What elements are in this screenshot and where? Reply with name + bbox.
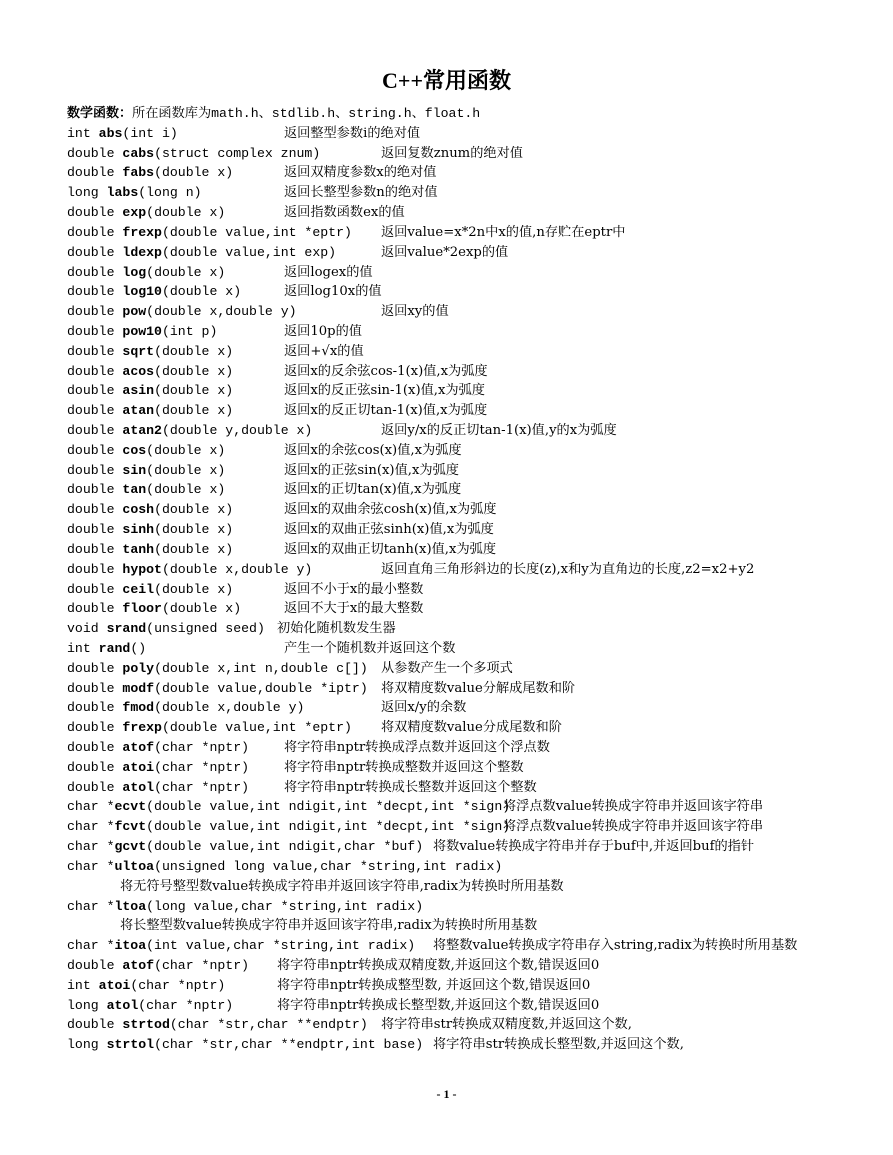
function-name: frexp [122,224,162,240]
function-signature [67,381,233,401]
function-entry [67,322,867,342]
function-name: atan [122,403,155,419]
function-description: 返回x/y的余数 [381,700,467,716]
function-args: (double x) [154,383,234,399]
function-entry [67,758,867,778]
function-signature [67,698,304,718]
function-name: labs [106,185,139,201]
return-type: char * [67,898,115,914]
function-name: gcvt [114,839,147,855]
function-args: (double x) [154,363,234,379]
function-args: (char *nptr) [154,740,250,755]
function-name: poly [122,660,155,676]
return-type: double [67,145,123,161]
function-entry [67,263,867,283]
function-args: (double x) [154,541,234,557]
function-entry [67,619,867,639]
function-args: (unsigned long value,char *string,int radix) [154,858,503,874]
function-name: itoa [114,938,147,954]
return-type: double [67,423,123,438]
function-name: hypot [122,561,162,577]
function-args: (double x) [154,403,234,419]
function-args: (double value,int ndigit,int *decpt,int *sign) [146,799,511,815]
function-args: (double x,double y) [146,304,297,320]
function-name: cosh [122,502,155,518]
function-description: 将字符串nptr转换成整型数, 并返回这个数,错误返回0 [277,977,591,993]
function-args: (double x) [154,522,234,538]
function-entry [67,956,867,976]
return-type: long [67,997,107,1013]
function-signature [67,1015,368,1035]
function-args: (int value,char *string,int radix) [146,938,416,954]
function-signature [67,302,297,322]
function-signature [67,619,265,639]
function-args: (double x) [161,601,242,617]
return-type: double [67,680,123,696]
return-type: double [67,224,123,240]
function-description: 返回x的反正切tan-1(x)值,x为弧度 [284,403,488,419]
function-name: floor [122,601,162,617]
function-name: strtod [122,1017,170,1033]
function-args: (double x,double y) [161,561,313,577]
function-signature [67,421,312,441]
function-args: (double value,double *iptr) [154,680,368,696]
return-type: double [67,561,123,577]
function-name: fcvt [114,819,147,835]
function-name: cos [122,442,147,458]
function-args: (int i) [122,125,178,141]
function-signature [67,500,233,520]
return-type: char * [67,938,115,954]
function-entry [67,1035,867,1055]
function-name: strtol [106,1037,155,1053]
function-name: exp [122,205,147,221]
function-name: acos [122,363,155,379]
function-entry [67,659,867,679]
return-type: double [67,581,123,597]
function-args: (double x) [146,462,226,478]
function-args: () [130,640,147,656]
function-name: asin [122,383,155,399]
function-description: 将字符串nptr转换成双精度数,并返回这个数,错误返回0 [277,957,600,973]
page-number: - 1 - [436,1087,457,1101]
function-signature [67,144,320,164]
function-entry [67,1015,867,1035]
function-signature [67,322,217,342]
return-type: double [67,502,123,518]
function-name: tanh [122,541,155,557]
function-description: 返回x的反正弦sin-1(x)值,x为弧度 [284,383,485,399]
function-entry [67,480,867,500]
function-args: (long value,char *string,int radix) [146,898,424,914]
function-name: rand [98,640,131,656]
function-description: 返回指数函数ex的值 [284,205,405,221]
return-type: long [67,185,107,201]
function-args: (double x) [154,343,234,359]
function-description: 将双精度数value分成尾数和阶 [381,720,562,736]
return-type: int [67,640,99,656]
function-description: 返回不小于x的最小整数 [284,581,424,597]
function-name: modf [122,680,155,696]
function-description: 将字符串str转换成双精度数,并返回这个数, [381,1017,632,1033]
function-signature [67,837,423,857]
function-entry [67,580,867,600]
function-signature [67,976,225,996]
function-args: (double value,int *eptr) [161,224,352,240]
return-type: double [67,323,123,339]
function-entry [67,203,867,223]
function-args: (char *nptr) [130,977,226,993]
function-signature [67,659,368,679]
function-description: 返回x的正弦sin(x)值,x为弧度 [284,462,459,478]
return-type: double [67,304,123,320]
function-entry [67,639,867,659]
function-description: 返回10p的值 [284,323,362,339]
function-name: atoi [122,759,155,775]
function-args: (double x) [146,205,226,221]
function-description: 返回x的余弦cos(x)值,x为弧度 [284,442,462,458]
function-args: (double x) [146,482,226,498]
function-entry [67,362,867,382]
function-entry [67,540,867,560]
function-entry [67,124,867,144]
function-name: abs [98,125,123,141]
function-description: 返回x的反余弦cos-1(x)值,x为弧度 [284,363,488,379]
function-signature [67,282,241,302]
function-signature [67,480,225,500]
function-entry [67,837,867,857]
function-description: 将字符串nptr转换成长整型数,并返回这个数,错误返回0 [277,997,600,1013]
return-type: int [67,125,99,141]
function-name: pow [122,304,147,320]
return-type: double [67,779,123,795]
function-signature [67,996,233,1016]
function-entry [67,679,867,699]
return-type: double [67,343,123,359]
function-args: (char *str,char **endptr) [169,1017,368,1033]
function-description: 返回x的双曲余弦cosh(x)值,x为弧度 [284,502,497,518]
page-title: C++常用函数 [382,68,511,93]
return-type: double [67,541,123,557]
function-args: (char *nptr) [154,957,250,973]
function-args: (unsigned seed) [146,621,265,637]
return-type: void [67,621,107,637]
function-signature [67,599,241,619]
function-signature [67,956,249,976]
return-type: double [67,264,123,280]
return-type: int [67,977,99,993]
function-signature [67,401,233,421]
function-entry [67,698,867,718]
function-signature [67,560,312,580]
function-entry [67,302,867,322]
function-name: log10 [122,284,162,300]
function-entry [67,560,867,580]
function-description: 返回x的双曲正弦sinh(x)值,x为弧度 [284,522,494,538]
function-description: 返回xy的值 [381,304,449,320]
function-name: srand [106,621,147,637]
function-signature [67,679,368,699]
function-signature [67,817,510,837]
function-description: 返回直角三角形斜边的长度(z),x和y为直角边的长度,z2=x2+y2 [381,561,755,577]
function-args: (double x,int n,double c[]) [154,660,368,676]
function-description: 返回不大于x的最大整数 [284,601,424,617]
function-name: atan2 [122,423,162,438]
function-signature [67,778,249,798]
return-type: double [67,244,123,260]
function-signature [67,857,502,877]
function-entry [67,718,867,738]
function-name: fmod [122,700,155,716]
function-description: 返回logex的值 [284,264,373,280]
function-name: ldexp [122,244,162,260]
function-description: 将无符号整型数value转换成字符串并返回该字符串,radix为转换时所用基数 [120,878,564,894]
function-name: ecvt [114,799,147,815]
function-name: pow10 [122,323,162,339]
function-name: sinh [122,522,155,538]
function-signature [67,203,225,223]
function-args: (double value,int *eptr) [161,720,352,736]
function-args: (double x,double y) [154,700,305,716]
return-type: double [67,482,123,498]
function-entry [67,183,867,203]
function-description: 返回value=x*2n中x的值,n存贮在eptr中 [381,224,626,240]
function-args: (double y,double x) [161,423,313,438]
return-type: double [67,660,123,676]
function-signature [67,124,178,144]
function-name: frexp [122,720,162,736]
function-signature [67,580,233,600]
function-name: atof [122,957,155,973]
function-args: (double x) [154,502,234,518]
function-description: 将字符串nptr转换成浮点数并返回这个浮点数 [284,740,550,755]
continuation-line [67,916,867,936]
function-args: (struct complex znum) [154,145,321,161]
function-signature [67,897,423,917]
function-description: 返回整型参数i的绝对值 [284,125,421,141]
function-description: 返回value*2exp的值 [381,244,509,260]
function-name: atol [122,779,155,795]
function-signature [67,223,352,243]
function-name: fabs [122,165,155,181]
function-signature [67,342,233,362]
function-args: (double x) [146,264,226,280]
function-signature [67,362,233,382]
function-description: 产生一个随机数并返回这个数 [284,640,456,656]
function-description: 将浮点数value转换成字符串并返回该字符串 [503,799,764,815]
function-entry [67,520,867,540]
return-type: double [67,462,123,478]
function-name: tan [122,482,147,498]
function-name: cabs [122,145,155,161]
return-type: double [67,284,123,300]
function-list [67,104,867,1055]
function-args: (int p) [161,323,218,339]
return-type: double [67,403,123,419]
function-description: 返回长整型参数n的绝对值 [284,185,438,201]
function-args: (double value,int ndigit,char *buf) [146,839,424,855]
return-type: double [67,740,123,755]
function-name: ceil [122,581,155,597]
return-type: long [67,1037,107,1053]
function-description: 返回双精度参数x的绝对值 [284,165,437,181]
function-entry [67,342,867,362]
function-entry [67,599,867,619]
function-signature [67,441,225,461]
function-description: 返回x的正切tan(x)值,x为弧度 [284,482,462,498]
return-type: double [67,442,123,458]
function-entry [67,996,867,1016]
library-list: 所在函数库为math.h、stdlib.h、string.h、float.h [132,106,481,121]
function-entry [67,797,867,817]
function-name: atoi [98,977,131,993]
function-entry [67,738,867,758]
return-type: double [67,957,123,973]
return-type: double [67,205,123,221]
function-signature [67,461,225,481]
return-type: char * [67,799,115,815]
function-name: sin [122,462,147,478]
return-type: double [67,720,123,736]
function-description: 将字符串nptr转换成整数并返回这个整数 [284,759,524,775]
function-args: (double value,int exp) [161,244,337,260]
function-signature [67,797,510,817]
function-entry [67,976,867,996]
function-name: atol [106,997,139,1013]
function-args: (long n) [138,185,202,201]
return-type: double [67,700,123,716]
function-signature [67,263,225,283]
function-entry [67,243,867,263]
function-entry [67,778,867,798]
return-type: double [67,759,123,775]
function-entry [67,282,867,302]
function-entry [67,857,867,877]
function-args: (double x) [161,284,242,300]
section-label: 数学函数： [67,106,133,121]
function-description: 初始化随机数发生器 [277,621,396,637]
function-name: log [122,264,147,280]
library-header-line [67,104,867,124]
function-entry [67,936,867,956]
function-entry [67,441,867,461]
function-signature [67,1035,423,1055]
return-type: char * [67,839,115,855]
function-entry [67,223,867,243]
function-signature [67,520,233,540]
function-args: (double x) [146,442,226,458]
return-type: double [67,165,123,181]
continuation-line [67,877,867,897]
function-description: 将整数value转换成字符串存入string,radix为转换时所用基数 [433,938,798,954]
function-args: (char *nptr) [154,759,250,775]
return-type: double [67,1017,123,1033]
return-type: double [67,522,123,538]
return-type: char * [67,819,115,835]
function-description: 将双精度数value分解成尾数和阶 [381,680,576,696]
function-entry [67,381,867,401]
function-description: 将字符串nptr转换成长整数并返回这个整数 [284,779,537,795]
function-description: 返回log10x的值 [284,284,382,300]
function-entry [67,500,867,520]
function-signature [67,758,249,778]
function-signature [67,639,146,659]
function-signature [67,183,202,203]
return-type: double [67,601,123,617]
function-args: (char *nptr) [154,779,250,795]
function-entry [67,421,867,441]
return-type: double [67,383,123,399]
function-entry [67,817,867,837]
function-name: ultoa [114,858,155,874]
function-signature [67,243,336,263]
function-entry [67,401,867,421]
function-entry [67,461,867,481]
function-signature [67,540,233,560]
function-args: (char *str,char **endptr,int base) [154,1037,424,1053]
function-entry [67,163,867,183]
function-name: sqrt [122,343,155,359]
function-signature [67,738,249,758]
return-type: double [67,363,123,379]
return-type: char * [67,858,115,874]
function-entry [67,897,867,917]
function-args: (char *nptr) [138,997,234,1013]
function-args: (double x) [154,581,234,597]
function-name: ltoa [114,898,147,914]
function-description: 返回复数znum的绝对值 [381,145,523,161]
function-entry [67,144,867,164]
function-description: 返回y/x的反正切tan-1(x)值,y的x为弧度 [381,423,617,438]
function-description: 将字符串str转换成长整型数,并返回这个数, [433,1037,684,1053]
function-signature [67,718,352,738]
function-args: (double x) [154,165,234,181]
function-signature [67,936,415,956]
function-signature [67,163,233,183]
function-description: 从参数产生一个多项式 [381,660,513,676]
function-description: 将数value转换成字符串并存于buf中,并返回buf的指针 [433,839,755,855]
function-description: 返回+√x的值 [284,343,364,359]
function-args: (double value,int ndigit,int *decpt,int *sign) [146,819,511,835]
function-description: 将浮点数value转换成字符串并返回该字符串 [503,819,764,835]
function-name: atof [122,740,155,755]
function-description: 将长整型数value转换成字符串并返回该字符串,radix为转换时所用基数 [120,918,538,934]
function-description: 返回x的双曲正切tanh(x)值,x为弧度 [284,541,497,557]
